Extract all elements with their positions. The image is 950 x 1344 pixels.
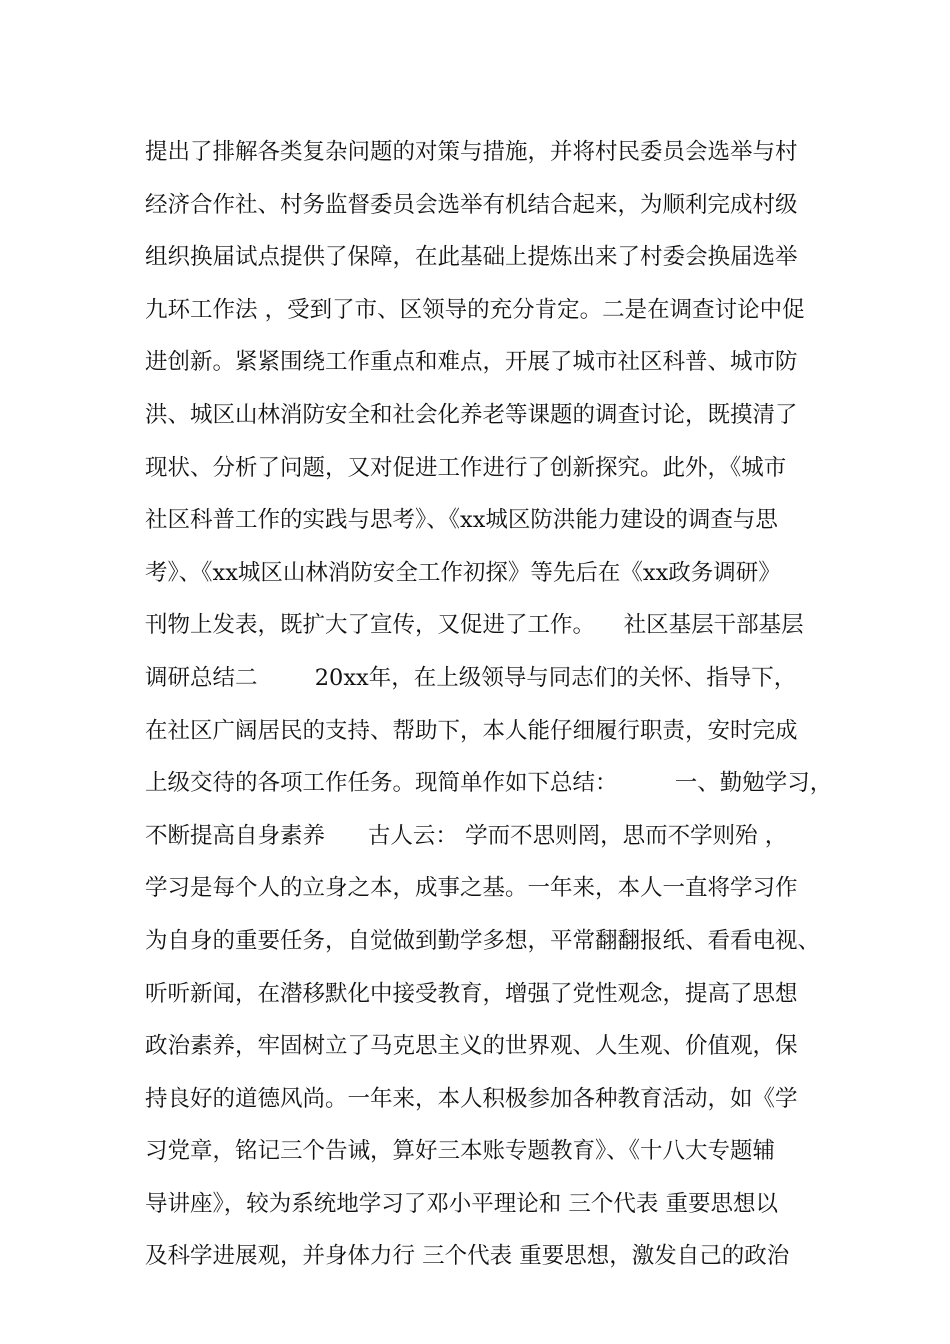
text-line-4: 九环工作法 ，受到了市、区领导的充分肯定。二是在调查讨论中促 <box>145 296 805 323</box>
text-line-20: 习党章，铭记三个告诫，算好三本账专题教育》、《十八大专题辅 <box>145 1138 776 1165</box>
text-line-8: 社区科普工作的实践与思考》、《xx城区防洪能力建设的调查与思 <box>145 507 778 534</box>
text-line-14: 不断提高自身素养 古人云： 学而不思则罔，思而不学则殆 ， <box>145 822 788 849</box>
text-line-7: 现状、分析了问题，又对促进工作进行了创新探究。此外，《城市 <box>145 454 787 481</box>
text-line-19: 持良好的道德风尚。一年来，本人积极参加各种教育活动，如《学 <box>145 1085 798 1112</box>
text-line-21: 导讲座》，较为系统地学习了邓小平理论和 三个代表 重要思想以 <box>145 1190 779 1217</box>
text-line-18: 政治素养，牢固树立了马克思主义的世界观、人生观、价值观，保 <box>145 1033 798 1060</box>
text-line-6: 洪、城区山林消防安全和社会化养老等课题的调查讨论，既摸清了 <box>145 401 798 428</box>
text-line-22: 及科学进展观，并身体力行 三个代表 重要思想，激发自己的政治 <box>145 1243 790 1270</box>
text-line-1: 提出了排解各类复杂问题的对策与措施，并将村民委员会选举与村 <box>145 139 798 165</box>
text-line-12: 在社区广阔居民的支持、帮助下，本人能仔细履行职责，安时完成 <box>145 717 798 744</box>
text-line-2: 经济合作社、村务监督委员会选举有机结合起来，为顺利完成村级 <box>145 191 798 218</box>
text-line-11: 调研总结二 20xx年，在上级领导与同志们的关怀、指导下， <box>145 664 797 691</box>
text-line-5: 进创新。紧紧围绕工作重点和难点，开展了城市社区科普、城市防 <box>145 349 798 376</box>
text-line-15: 学习是每个人的立身之本，成事之基。一年来，本人一直将学习作 <box>145 875 798 902</box>
body-text <box>145 126 833 1283</box>
text-line-16: 为自身的重要任务，自觉做到勤学多想，平常翻翻报纸、看看电视、 <box>145 927 821 954</box>
text-line-3: 组织换届试点提供了保障，在此基础上提炼出来了村委会换届选举 <box>145 244 798 271</box>
text-line-9: 考》、《xx城区山林消防安全工作初探》等先后在《xx政务调研》 <box>145 559 781 586</box>
text-line-13: 上级交待的各项工作任务。现简单作如下总结： 一、勤勉学习， <box>145 770 833 797</box>
text-line-10: 刊物上发表，既扩大了宣传，又促进了工作。 社区基层干部基层 <box>145 612 804 639</box>
text-line-17: 听听新闻，在潜移默化中接受教育，增强了党性观念，提高了思想 <box>145 980 798 1007</box>
